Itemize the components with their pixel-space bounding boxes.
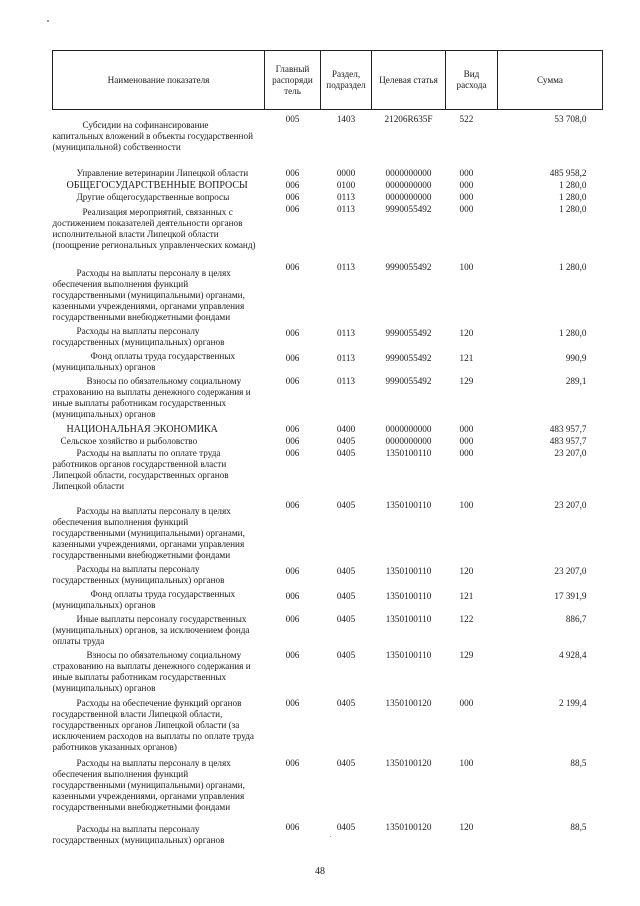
- row-sum: 4 928,4: [558, 649, 587, 660]
- table-row: [53, 180, 603, 192]
- table-row: [53, 564, 603, 589]
- row-tgt: 0000000000: [385, 423, 432, 434]
- header-razdel: Раздел, подраздел: [321, 51, 372, 110]
- row-sec: 0405: [336, 565, 356, 576]
- row-tgt: 1350100120: [385, 697, 432, 708]
- table-body: [53, 110, 603, 847]
- table-row: [53, 758, 603, 822]
- row-sec: 0405: [336, 447, 356, 458]
- row-vid: 000: [459, 423, 474, 434]
- header-glavny: Главный распоряди тель: [265, 51, 321, 110]
- row-sec: 0405: [336, 499, 356, 510]
- budget-table: [52, 50, 603, 847]
- row-name: Расходы на выплаты персоналу в целях обеспечения выполнения функций государственными (муниципальными) органами, казенными учреждениями, органами управления государственными внебюджетными фондами: [52, 505, 245, 560]
- table-header: [53, 51, 603, 110]
- row-sum: 1 280,0: [558, 191, 587, 202]
- header-sum: Сумма: [498, 51, 603, 110]
- row-name: Расходы на обеспечение функций органов государственной власти Липецкой области, государственных органов Липецкой области (за исключением расходов на выплаты по оплате труда работников указанных органов): [52, 697, 255, 752]
- row-vid: 000: [459, 697, 474, 708]
- row-sum: 483 957,7: [549, 435, 587, 446]
- row-name: Расходы на выплаты персоналу государственных (муниципальных) органов: [52, 563, 225, 585]
- header-name: Наименование показателя: [53, 51, 265, 110]
- row-gl: 006: [285, 352, 300, 363]
- row-gl: 006: [285, 435, 300, 446]
- row-sec: 0405: [336, 697, 356, 708]
- row-tgt: 1350100120: [385, 757, 432, 768]
- row-tgt: 1350100110: [385, 613, 432, 624]
- row-sec: 0000: [336, 167, 356, 178]
- row-vid: 000: [459, 447, 474, 458]
- table-row: [53, 110, 603, 168]
- row-sec: 0405: [336, 821, 356, 832]
- table-row: [53, 650, 603, 698]
- row-gl: 006: [285, 179, 300, 190]
- row-sum: 886,7: [565, 613, 587, 624]
- row-name: Сельское хозяйство и рыболовство: [60, 435, 198, 446]
- row-name: Расходы на выплаты по оплате труда работников органов государственной власти Липецкой области, государственных органов Липецкой области: [52, 447, 229, 491]
- row-name: Расходы на выплаты персоналу государственных (муниципальных) органов: [52, 325, 225, 347]
- row-tgt: 1350100110: [385, 565, 432, 576]
- table-row: [53, 204, 603, 262]
- row-sec: 0405: [336, 649, 356, 660]
- row-sec: 0400: [336, 423, 356, 434]
- row-sum: 53 708,0: [554, 114, 587, 124]
- row-gl: 006: [285, 649, 300, 660]
- row-vid: 121: [459, 590, 474, 601]
- row-name: Расходы на выплаты персоналу государственных (муниципальных) органов: [52, 823, 225, 845]
- row-gl: 006: [285, 821, 300, 832]
- scan-speck: [47, 20, 49, 22]
- row-tgt: 9990055492: [385, 375, 432, 386]
- row-name: Субсидии на софинансирование капитальных вложений в объекты государственной (муниципальной) собственности: [52, 120, 253, 152]
- row-sum: 485 958,2: [549, 167, 587, 178]
- table-row: [53, 351, 603, 376]
- row-vid: 100: [459, 261, 474, 272]
- row-sum: 23 207,0: [554, 565, 587, 576]
- page-number: 48: [315, 866, 325, 877]
- row-gl: 006: [285, 203, 300, 214]
- header-vid: Вид расхода: [446, 51, 498, 110]
- row-name: Расходы на выплаты персоналу в целях обеспечения выполнения функций государственными (муниципальными) органами, казенными учреждениями, органами управления государственными внебюджетными фондами: [52, 267, 245, 322]
- row-sum: 1 280,0: [558, 327, 587, 338]
- row-tgt: 1350100110: [385, 499, 432, 510]
- row-tgt: 0000000000: [385, 191, 432, 202]
- row-sec: 0405: [336, 613, 356, 624]
- row-sum: 1 280,0: [558, 179, 587, 190]
- row-vid: 121: [459, 352, 474, 363]
- row-vid: 129: [459, 375, 474, 386]
- row-sec: 0405: [336, 590, 356, 601]
- row-vid: 120: [459, 821, 474, 832]
- row-tgt: 1350100110: [385, 447, 432, 458]
- table-row: [53, 376, 603, 424]
- row-tgt: 9990055492: [385, 203, 432, 214]
- row-sum: 990,9: [565, 352, 587, 363]
- table-row: [53, 589, 603, 614]
- table-row: [53, 424, 603, 436]
- table-row: [53, 436, 603, 448]
- row-sec: 0405: [336, 435, 356, 446]
- row-sum: 1 280,0: [558, 261, 587, 272]
- row-vid: 122: [459, 613, 474, 624]
- row-vid: 522: [459, 114, 474, 124]
- row-tgt: 1350100110: [385, 649, 432, 660]
- row-name: Реализация мероприятий, связанных с достижением показателей деятельности органов исполнительной власти Липецкой области (поощрение региональных управленческих команд): [52, 206, 256, 250]
- row-vid: 100: [459, 757, 474, 768]
- table-row: [53, 448, 603, 500]
- table-row: [53, 698, 603, 758]
- row-sec: 0113: [336, 327, 356, 338]
- table-row: [53, 262, 603, 326]
- row-sum: 2 199,4: [558, 697, 587, 708]
- row-sec: 0113: [336, 352, 356, 363]
- row-name: Фонд оплаты труда государственных (муниципальных) органов: [52, 588, 236, 610]
- row-gl: 006: [285, 590, 300, 601]
- row-tgt: 9990055492: [385, 261, 432, 272]
- row-gl: 006: [285, 167, 300, 178]
- row-sum: 17 391,9: [554, 590, 587, 601]
- row-name: Иные выплаты персоналу государственных (муниципальных) органов, за исключением фонда оплаты труда: [52, 613, 250, 646]
- row-tgt: 1350100120: [385, 821, 432, 832]
- table-row: [53, 168, 603, 180]
- row-gl: 005: [285, 114, 300, 124]
- row-sec: 1403: [336, 114, 356, 124]
- row-tgt: 1350100110: [385, 590, 432, 601]
- row-name: Взносы по обязательному социальному страхованию на выплаты денежного содержания и иные выплаты работникам государственных (муниципальных) органов: [52, 649, 251, 693]
- row-gl: 006: [285, 757, 300, 768]
- table-row: [53, 500, 603, 564]
- row-sec: 0113: [336, 375, 356, 386]
- row-name: Управление ветеринарии Липецкой области: [76, 167, 249, 178]
- row-name: Фонд оплаты труда государственных (муниципальных) органов: [52, 350, 236, 372]
- row-sum: 483 957,7: [549, 423, 587, 434]
- row-gl: 006: [285, 565, 300, 576]
- table-row: [53, 822, 603, 847]
- row-sec: 0100: [336, 179, 356, 190]
- row-gl: 006: [285, 191, 300, 202]
- row-tgt: 9990055492: [385, 352, 432, 363]
- row-sec: 0113: [336, 191, 356, 202]
- row-sum: 88,5: [570, 757, 587, 768]
- row-vid: 000: [459, 179, 474, 190]
- row-sec: 0113: [336, 203, 356, 214]
- row-gl: 006: [285, 499, 300, 510]
- row-sec: 0405: [336, 757, 356, 768]
- table-row: [53, 614, 603, 650]
- row-vid: 000: [459, 203, 474, 214]
- row-gl: 006: [285, 697, 300, 708]
- header-target: Целевая статья: [372, 51, 446, 110]
- row-sum: 289,1: [565, 375, 587, 386]
- row-name: ОБЩЕГОСУДАРСТВЕННЫЕ ВОПРОСЫ: [66, 179, 248, 191]
- row-name: Расходы на выплаты персоналу в целях обеспечения выполнения функций государственными (муниципальными) органами, казенными учреждениями, органами управления государственными внебюджетными фондами: [52, 757, 245, 812]
- table-row: [53, 326, 603, 351]
- row-gl: 006: [285, 261, 300, 272]
- row-tgt: 9990055492: [385, 327, 432, 338]
- row-sec: 0113: [336, 261, 356, 272]
- row-sum: 88,5: [570, 821, 587, 832]
- row-sum: 1 280,0: [558, 203, 587, 214]
- row-gl: 006: [285, 423, 300, 434]
- row-vid: 120: [459, 565, 474, 576]
- row-vid: 000: [459, 191, 474, 202]
- row-gl: 006: [285, 375, 300, 386]
- row-vid: 000: [459, 435, 474, 446]
- row-name: Взносы по обязательному социальному страхованию на выплаты денежного содержания и иные выплаты работникам государственных (муниципальных) органов: [52, 375, 251, 419]
- row-tgt: 21206R635F: [384, 114, 433, 124]
- scan-speck: [330, 836, 331, 837]
- row-sum: 23 207,0: [554, 447, 587, 458]
- row-gl: 006: [285, 447, 300, 458]
- row-gl: 006: [285, 327, 300, 338]
- row-tgt: 0000000000: [385, 167, 432, 178]
- row-name: НАЦИОНАЛЬНАЯ ЭКОНОМИКА: [66, 423, 218, 435]
- row-vid: 100: [459, 499, 474, 510]
- row-vid: 000: [459, 167, 474, 178]
- row-vid: 129: [459, 649, 474, 660]
- row-vid: 120: [459, 327, 474, 338]
- row-gl: 006: [285, 613, 300, 624]
- row-sum: 23 207,0: [554, 499, 587, 510]
- table-row: [53, 192, 603, 204]
- row-tgt: 0000000000: [385, 179, 432, 190]
- row-tgt: 0000000000: [385, 435, 432, 446]
- row-name: Другие общегосударственные вопросы: [76, 191, 230, 202]
